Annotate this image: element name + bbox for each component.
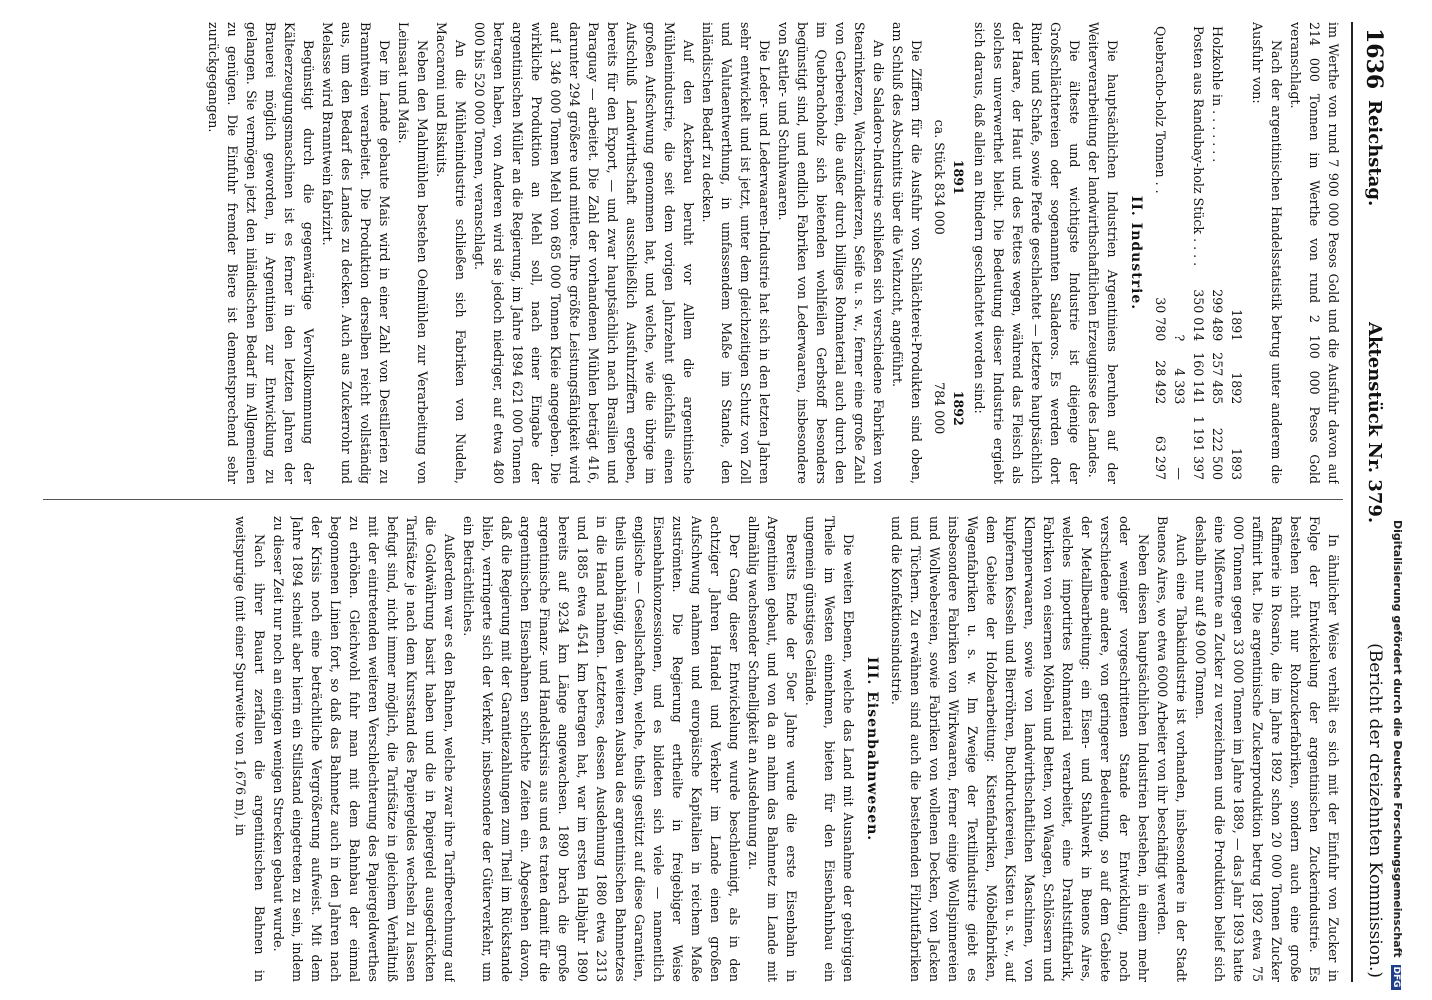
table-cell: 63 297 (1153, 435, 1168, 480)
table-row (1170, 22, 1189, 484)
stamp-text: Digitalisierung gefördert durch die Deutsche Forschungsgemeinschaft (1391, 520, 1404, 958)
table-cell: ? (1172, 334, 1187, 342)
table-cell: 299 489 (1210, 289, 1225, 342)
export-table (1151, 22, 1246, 484)
table-cell: 350 014 (1191, 289, 1206, 342)
paragraph: Die älteste und wichtigste Industrie ist diejenige der Großschlächtereien oder sogenannten Saladeros. Es werden dort Rinder und Schafe, sowie Pferde geschlachtet — letztere hauptsächlich der Haare, der Haut und des Fettes wegen, während das Fleisch als solches unverwerthet bleibt. Die Bedeutung dieser Industrie ergiebt sich daraus, daß allein an Rindern geschlachtet worden sind: (972, 22, 1082, 484)
paragraph: im Werthe von rund 7 900 000 Pesos Gold und die Ausfuhr davon auf 214 000 Tonnen im Werthe von rund 2 100 000 Pesos Gold veranschlagt. (1288, 22, 1341, 484)
right-text-column (35, 516, 1343, 982)
paragraph: Bereits Ende der 50er Jahre wurde die erste Eisenbahn in Argentinien gebaut, und von da an nahm das Bahnnetz im Lande mit allmählig wachsender Schnelligkeit an Ausdehnung zu. (746, 516, 799, 982)
column-divider (43, 499, 1343, 500)
paragraph: Neben den Mahlmühlen bestehen Oelmühlen zur Verarbeitung von Leinsaat und Mais. (396, 22, 430, 484)
rotated-document-page (23, 22, 1395, 982)
header-rule (1351, 22, 1353, 982)
paragraph: Die Leder- und Lederwaaren-Industrie hat sich in den letzten Jahren sehr entwickelt und ist jetzt, unter dem gleichzeitigen Schutz von Zoll und Valutaentwerthung, in umfassendem Maße im Stande, den inländischen Bedarf zu decken. (700, 22, 772, 484)
paragraph: Die weiten Ebenen, welche das Land mit Ausnahme der gebirgigen Theile im Westen einnehmen, bieten für den Eisenbahnbau ein ungemein günstiges Gelände. (803, 516, 856, 982)
table-cell: 160 141 (1191, 352, 1206, 405)
table-cell: 1 191 397 (1191, 415, 1206, 480)
year-header: 1892 (1229, 372, 1244, 405)
report-title: (Bericht der dreizehnten Kommission.) (1365, 643, 1385, 978)
paragraph: Begünstigt durch die gegenwärtige Vervollkommnung der Kälteerzeugungsmaschinen ist es ferner in den letzten Jahren der Brauerei möglich geworden, in Argentinien zur Entwicklung zu gelangen. Sie vermögen jetzt den inländischen Bedarf im Allgemeinen zu genügen. Die Einfuhr fremder Biere ist dementsprechend sehr zurückgegangen. (206, 22, 316, 484)
row-label (1170, 22, 1189, 282)
table-cell: 4 393 (1172, 368, 1187, 405)
row-label: Posten aus Randubay-holz Stück . . . . (1191, 26, 1206, 267)
paragraph: Die hauptsächlichen Industrien Argentiniens beruhen auf der Weiterverarbeitung der landwirthschaftlichen Erzeugnisse des Landes. (1086, 22, 1120, 484)
paragraph: Auf den Ackerbau beruht vor Allem die argentinische Mühlenindustrie, die seit dem vorigen Jahrzehnt gleichfalls einen großen Aufschwung genommen hat, und welche, wie die übrige im Aufschluß Landwirthschaft ausschließlich Ausfuhrziffern ergeben, bereits für den Export, — und zwar hauptsächlich nach Brasilien und Paraguay — arbeitet. Die Zahl der vorhandenen Mühlen beträgt 416, darunter 294 größere und mittlere. Ihre größte Leistungsfähigkeit wird auf 1 346 000 Tonnen Mehl von 685 000 Tonnen Kleie angegeben. Die wirkliche Produktion an Mehl soll, nach einer Eingabe der argentinischen Müller an die Regierung, im Jahre 1894 621 000 Tonnen betragen haben, von Anderen wird sie jedoch niedriger, auf etwa 480 000 bis 520 000 Tonnen, veranschlagt. (472, 22, 696, 484)
year-header: 1891 (1229, 309, 1244, 342)
table-cell: 222 500 (1210, 427, 1225, 480)
table-cell: 257 485 (1210, 352, 1225, 405)
paragraph: Der Gang dieser Entwickelung wurde beschleunigt, als in den achtziger Jahren Handel und Verkehr im Lande einen großen Aufschwung nahmen und europäische Kapitalien in reichem Maße zuströmten. Die Regierung ertheilte in freigebiger Weise Eisenbahnkonzessionen, und es bildeten sich viele — namentlich englische — Gesellschaften, welche, theils gestützt auf diese Garantien, theils unabhängig, den weiteren Ausbau des argentinischen Bahnnetzes in die Hand nahmen. Letzteres, dessen Ausdehnung 1880 etwa 2313 und 1885 etwa 4541 km betragen hat, war im ersten Halbjahr 1890 bereits auf 9234 km Länge angewachsen. 1890 brach die große argentinische Finanz- und Handelskrisis aus und es traten damit für die argentinischen Eisenbahnen schlechte Zeiten ein. Abgesehen davon, daß die Regierung mit der Garantiezahlungen zum Theil im Rückstande blieb, verringerte sich der Verkehr, insbesondere der Güterverkehr, um ein Beträchtliches. (461, 516, 742, 982)
row-label: Quebracho-holz Tonnen . . (1153, 26, 1168, 194)
table-row (930, 22, 949, 484)
digitization-stamp (1391, 520, 1405, 988)
table-row (1151, 22, 1170, 484)
left-text-column (35, 22, 1343, 484)
row-label: Holzkohle in . . . . . . . (1210, 26, 1225, 163)
paragraph: Außerdem war es den Bahnen, welche zwar ihre Tarifberechnung auf die Goldwährung basirt haben und die in Papiergeld ausgedrückten Tarifsätze je nach dem Kursstand des Papiergeldes wechseln zu lassen befugt sind, nicht immer möglich, die Tarifsätze in gleichem Verhältniß mit der eintretenden weiteren Verschlechterung des Papiergeldwerthes zu erhöhen. Gleichwohl fuhr man mit dem Bahnbau der einmal begonnenen Linien fort, so daß das Bahnnetz auch in den Jahren nach der Krisis noch eine beträchtliche Vergrößerung aufweist. Mit dem Jahre 1894 scheint aber hierin ein Stillstand eingetreten zu sein, indem zu dieser Zeit nur noch an einigen wenigen Strecken gebaut wurde. (271, 516, 457, 982)
paragraph: In ähnlicher Weise verhält es sich mit der Einfuhr von Zucker in Folge der Entwickelung der argentinischen Zuckerindustrie. Es bestehen nicht nur Rohzuckerfabriken, sondern auch eine große Raffinerie in Rosario, die im Jahre 1892 schon 20 000 Tonnen Zucker raffinirt hat. Die argentinische Zuckerproduktion betrug 1892 etwa 75 000 Tonnen gegen 33 000 Tonnen im Jahre 1889, — das Jahr 1893 hatte eine Mißernte an Zucker zu verzeichnen und die Produktion belief sich deshalb nur auf 49 000 Tonnen. (1193, 516, 1341, 982)
table-cell: 28 492 (1153, 360, 1168, 405)
table-corner (1227, 22, 1246, 282)
export-table-header (1227, 22, 1246, 484)
paragraph: Neben diesen hauptsächlichen Industrien bestehen, in einem mehr oder weniger vorgeschrittenen Stande der Entwicklung, noch verschiedene andere, von geringerer Bedeutung, so auf dem Gebiete der Metallbearbeitung: ein Eisen- und Stahlwerk in Buenos Aires, welches importirtes Rohmaterial verarbeitet, eine Drahtstiftfabrik, Fabriken von eisernen Möbeln und Betten, von Waagen, Schlössern und Klempnerwaaren, sowie von landwirthschaftlichen Maschinen, von kupfernen Kesseln und Bierröhren, Buchdruckereien, Kisten u. s. w., auf dem Gebiete der Holzbearbeitung: Kistenfabriken, Möbelfabriken, Wagenfabriken u. s. w. Im Zweige der Textilindustrie giebt es insbesondere Fabriken von Wirkwaaren, ferner einige Wollspinnereien und Wollwebereien, sowie Fabriken von wollenen Decken, von Jacken und Tüchern. Zu erwähnen sind auch die bestehenden Filzhutfabriken und die Konfektionsindustrie. (889, 516, 1151, 982)
page-header (1353, 22, 1395, 982)
stamp-content (1391, 520, 1404, 990)
year-header: 1891 (951, 159, 966, 195)
paragraph: An die Mühlenindustrie schließen sich Fabriken von Nudeln, Maccaroni und Biskuits. (434, 22, 468, 484)
year-header: 1892 (951, 390, 966, 426)
table-cell: 30 780 (1153, 297, 1168, 342)
paragraph: Der im Lande gebaute Mais wird in einer Zahl von Destillerien zu Branntwein verarbeitet. Die Produktion derselben reicht vollständig aus, um den Bedarf des Landes zu decken. Auch aus Zuckerrohr und Melasse wird Branntwein fabrizirt. (320, 22, 392, 484)
table-row (1208, 22, 1227, 484)
section-heading: III. Eisenbahnwesen. (864, 656, 880, 842)
paragraph: Nach ihrer Bauart zerfallen die argentinischen Bahnen in weitspurige (mit einer Spurweite von 1,676 m), in (233, 516, 267, 982)
paragraph: Nach der argentinischen Handelsstatistik betrug unter anderem die Ausfuhr von: (1250, 22, 1284, 484)
paragraph: An die Saladero-Industrie schließen sich verschiedene Fabriken von Stearinkerzen, Wachszündkerzen, Seife u. s. w., ferner eine große Zahl von Gerbereien, die außer durch billiges Rohmaterial auch durch den im Quebrachoholz sich bietenden wohlfeilen Gerbstoff besonders begünstigt sind, und endlich Fabriken von Lederwaaren, insbesondere von Sattler- und Schuhwaaren. (776, 22, 886, 484)
section-heading: II. Industrie. (1128, 195, 1144, 311)
cattle-table (930, 22, 968, 484)
table-cell: ca. Stück 834 000 (932, 119, 947, 235)
table-cell: — (1172, 467, 1187, 480)
running-title: Reichstag. (1364, 100, 1385, 207)
document-label: Aktenstück Nr. 379. (1364, 322, 1385, 524)
dfg-logo-icon: DFG (1391, 966, 1401, 988)
table-cell: 784 000 (932, 382, 947, 435)
cattle-years-row (949, 22, 968, 484)
year-header: 1893 (1229, 447, 1244, 480)
paragraph: Auch eine Tabakindustrie ist vorhanden, insbesondere in der Stadt Buenos Aires, wo etwa 6000 Arbeiter von ihr beschäftigt werden. (1155, 516, 1189, 982)
page-number: 1636 (1361, 28, 1387, 90)
paragraph: Die Ziffern für die Ausfuhr von Schlächterei-Produkten sind oben, am Schluß des Abschnitts über die Viehzucht, angeführt. (890, 22, 924, 484)
table-row (1189, 22, 1208, 484)
